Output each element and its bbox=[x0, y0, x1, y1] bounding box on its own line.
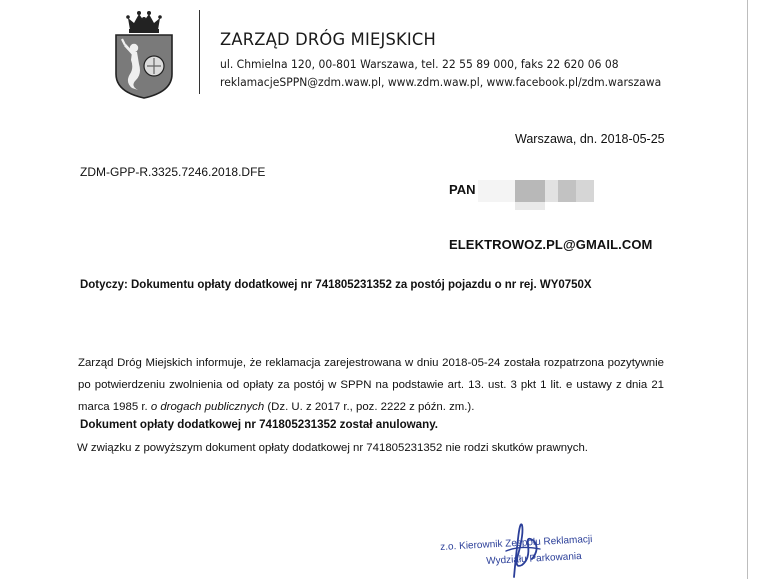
recipient-name: PAN bbox=[449, 182, 476, 197]
body-paragraph bbox=[78, 352, 664, 418]
recipient-email: ELEKTROWOZ.PL@GMAIL.COM bbox=[449, 237, 653, 252]
redaction-block bbox=[576, 180, 594, 202]
redaction-block bbox=[545, 180, 558, 202]
act-title: o drogach publicznych bbox=[150, 401, 265, 413]
consequence-statement: W związku z powyższym dokument opłaty dodatkowej nr 741805231352 nie rodzi skutków prawnych. bbox=[77, 442, 588, 454]
redaction-block bbox=[558, 180, 576, 202]
letter-subject: Dotyczy: Dokumentu opłaty dodatkowej nr 741805231352 za postój pojazdu o nr rej. WY0750X bbox=[80, 278, 592, 291]
body-intro: Zarząd Dróg Miejskich informuje, że reklamacja zarejestrowana w dniu 2018-05-24 została rozpatrzona pozytywnie po potwierdzeniu zwolnienia od opłaty za postój w SPPN na podstawie art. 13. ust. 3 pkt 1 lit. e ustawy z dnia 21 marca 1985 r. bbox=[78, 357, 664, 413]
organization-address: ul. Chmielna 120, 00-801 Warszawa, tel. 22 55 89 000, faks 22 620 06 08 bbox=[220, 57, 619, 71]
body-citation: (Dz. U. z 2017 r., poz. 2222 z późn. zm.). bbox=[267, 401, 475, 413]
signature-stamp-title: z.o. Kierownik Zespołu Reklamacji bbox=[440, 534, 593, 553]
organization-name: ZARZĄD DRÓG MIEJSKICH bbox=[220, 30, 436, 50]
redaction-block bbox=[515, 180, 545, 202]
organization-contacts: reklamacjeSPPN@zdm.waw.pl, www.zdm.waw.pl, www.facebook.pl/zdm.warszawa bbox=[220, 75, 662, 89]
decision-statement: Dokument opłaty dodatkowej nr 741805231352 został anulowany. bbox=[80, 418, 439, 431]
redaction-block bbox=[478, 180, 516, 202]
warsaw-mermaid-crest-icon bbox=[112, 8, 176, 100]
scan-edge bbox=[747, 0, 748, 579]
place-date: Warszawa, dn. 2018-05-25 bbox=[515, 132, 665, 146]
case-reference-number: ZDM-GPP-R.3325.7246.2018.DFE bbox=[80, 165, 266, 179]
signature-stamp-department: Wydziału Parkowania bbox=[486, 551, 582, 567]
header-divider bbox=[199, 10, 200, 94]
redaction-block bbox=[515, 202, 545, 210]
